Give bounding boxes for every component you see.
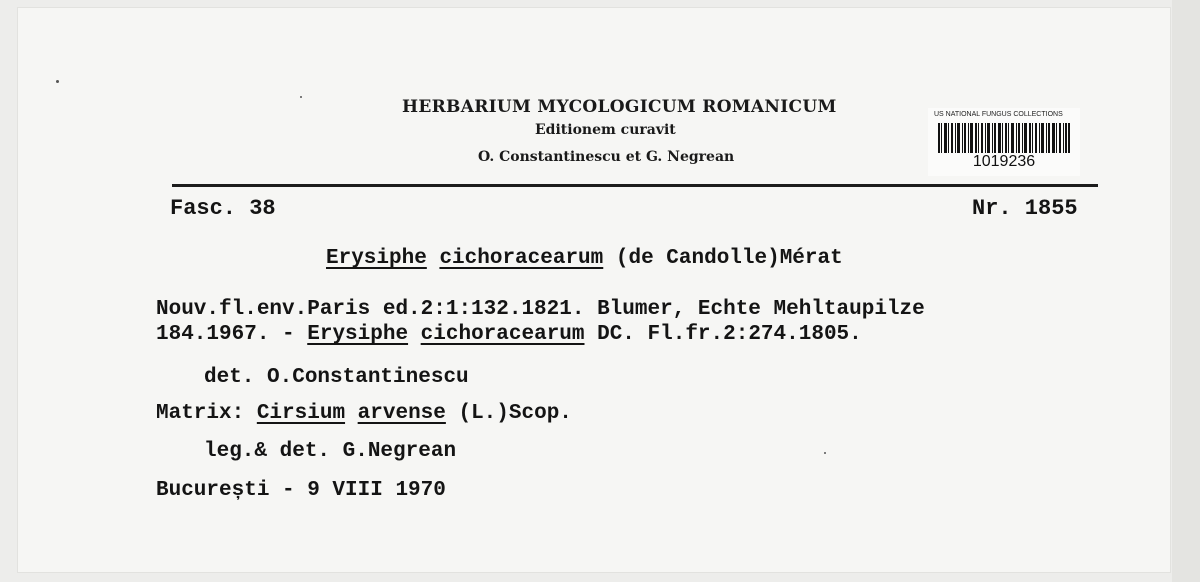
paper-speck bbox=[56, 80, 59, 83]
determiner: det. O.Constantinescu bbox=[204, 366, 469, 389]
citation-suffix: DC. Fl.fr.2:274.1805. bbox=[584, 323, 862, 346]
citation-line-1: Nouv.fl.env.Paris ed.2:1:132.1821. Blumer, Echte Mehltaupilze bbox=[156, 298, 925, 321]
host-genus: Cirsium bbox=[256, 402, 346, 425]
collector: leg.& det. G.Negrean bbox=[204, 440, 457, 463]
citation-prefix: 184.1967. - bbox=[156, 323, 308, 346]
exsiccata-number: Nr. 1855 bbox=[972, 196, 1078, 221]
paper-speck bbox=[824, 452, 826, 454]
sheet-edge bbox=[1172, 0, 1200, 582]
matrix-prefix: Matrix: bbox=[156, 402, 257, 425]
taxon-genus: Erysiphe bbox=[326, 247, 427, 270]
taxon-authority: (de Candolle)Mérat bbox=[615, 247, 843, 270]
synonym-genus: Erysiphe bbox=[307, 323, 409, 346]
fascicle-number: Fasc. 38 bbox=[170, 196, 276, 221]
paper-speck bbox=[300, 96, 302, 98]
host-matrix bbox=[156, 402, 572, 425]
barcode-caption: US NATIONAL FUNGUS COLLECTIONS bbox=[934, 111, 1063, 118]
host-authority: (L.)Scop. bbox=[445, 402, 572, 425]
barcode-number: 1019236 bbox=[972, 153, 1036, 170]
citation-line-2 bbox=[156, 323, 862, 346]
herbarium-editors: O. Constantinescu et G. Negrean bbox=[478, 149, 735, 165]
locality-date: București - 9 VIII 1970 bbox=[156, 479, 446, 502]
taxon-name bbox=[326, 247, 843, 270]
host-species: arvense bbox=[357, 402, 446, 425]
herbarium-subtitle: Editionem curavit bbox=[535, 122, 676, 138]
barcode-icon bbox=[938, 123, 1070, 153]
header-divider bbox=[172, 184, 1098, 187]
taxon-species: cichoracearum bbox=[439, 247, 604, 270]
barcode-label bbox=[928, 108, 1080, 176]
herbarium-title: HERBARIUM MYCOLOGICUM ROMANICUM bbox=[402, 97, 837, 117]
synonym-species: cichoracearum bbox=[420, 323, 585, 346]
